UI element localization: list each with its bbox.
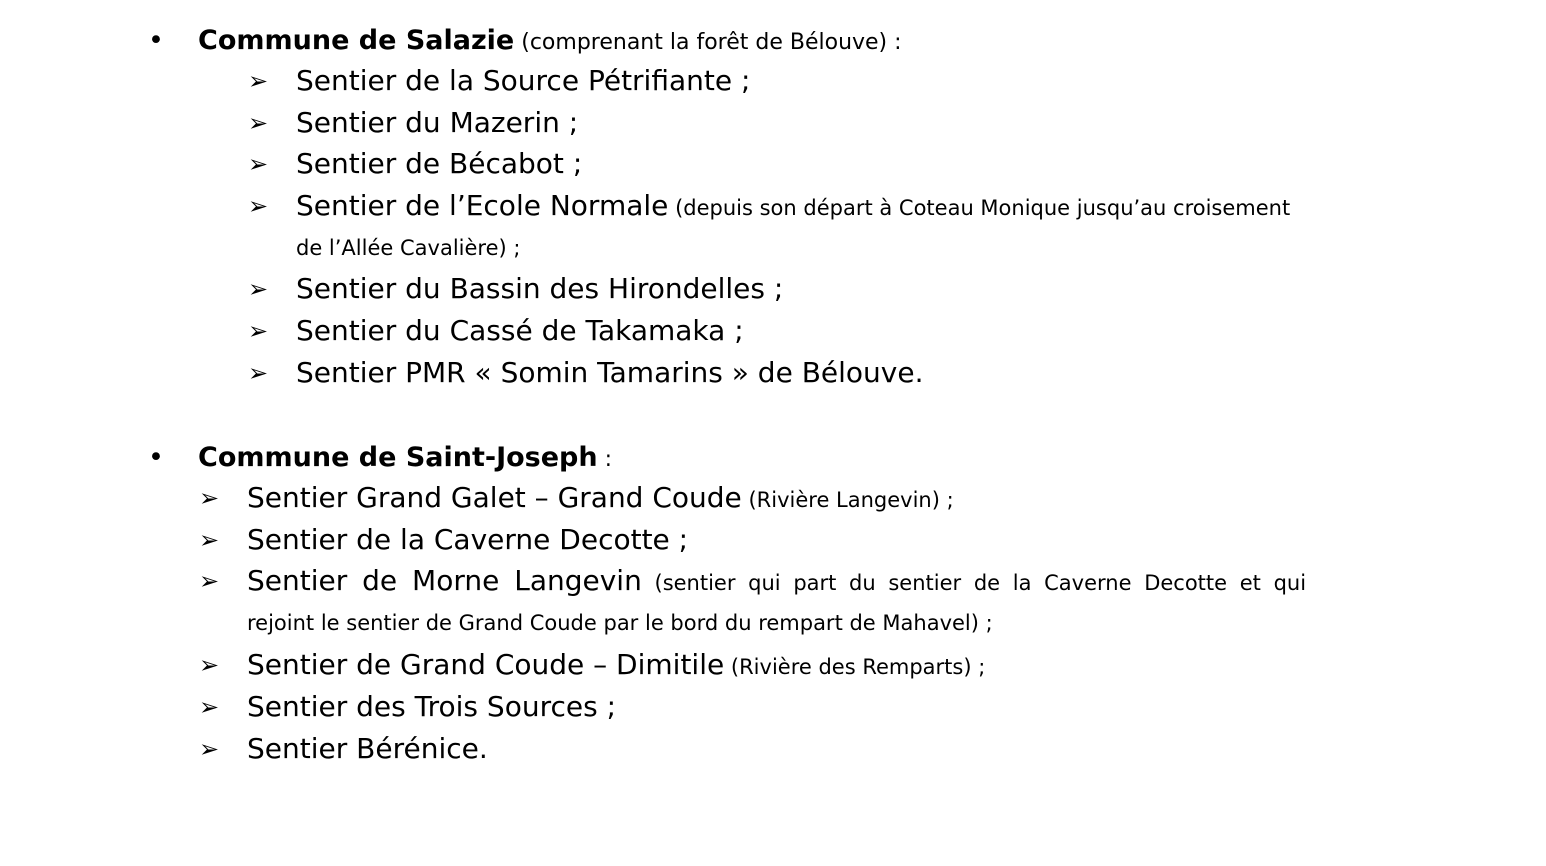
list-item-text: Sentier de la Caverne Decotte ; — [247, 523, 689, 556]
section-title: Commune de Salazie — [198, 25, 515, 56]
list-item-text: Sentier PMR « Somin Tamarins » de Bélouve. — [296, 356, 924, 389]
arrow-bullet-icon: ➢ — [248, 317, 269, 345]
arrow-bullet-icon: ➢ — [248, 109, 269, 137]
list-item-text: Sentier du Cassé de Takamaka ; — [296, 314, 744, 347]
arrow-bullet-icon: ➢ — [199, 484, 220, 512]
list-item-text: Sentier de Grand Coude – Dimitile — [247, 648, 725, 681]
arrow-bullet-icon: ➢ — [199, 693, 220, 721]
list-item-text: Sentier des Trois Sources ; — [247, 690, 617, 723]
list-item-continuation: de l’Allée Cavalière) ; — [296, 236, 521, 260]
arrow-bullet-icon: ➢ — [199, 651, 220, 679]
arrow-bullet-icon: ➢ — [248, 150, 269, 178]
section-note: : — [597, 447, 613, 472]
list-item-text: Sentier Grand Galet – Grand Coude — [247, 481, 742, 514]
arrow-bullet-icon: ➢ — [199, 735, 220, 763]
list-item-text: Sentier de l’Ecole Normale — [296, 189, 669, 222]
list-item-text: Sentier Bérénice. — [247, 732, 488, 765]
list-item-text: Sentier de Morne Langevin — [247, 564, 642, 597]
list-item — [248, 189, 1438, 269]
section-title: Commune de Saint-Joseph — [198, 442, 598, 473]
list-item-continuation: rejoint le sentier de Grand Coude par le bord du rempart de Mahavel) ; — [247, 611, 993, 635]
list-item-note: (sentier qui part du sentier de la Caverne Decotte et qui — [641, 571, 1307, 595]
list-item-text: Sentier de Bécabot ; — [296, 147, 583, 180]
list-item-text: Sentier de la Source Pétrifiante ; — [296, 64, 751, 97]
arrow-bullet-icon: ➢ — [248, 275, 269, 303]
section-note: (comprenant la forêt de Bélouve) : — [514, 30, 902, 55]
bullet-icon: • — [148, 25, 164, 56]
arrow-bullet-icon: ➢ — [199, 567, 220, 595]
arrow-bullet-icon: ➢ — [199, 526, 220, 554]
arrow-bullet-icon: ➢ — [248, 359, 269, 387]
list-item-text: Sentier du Mazerin ; — [296, 106, 579, 139]
arrow-bullet-icon: ➢ — [248, 192, 269, 220]
list-item-note: (depuis son départ à Coteau Monique jusqu’au croisement — [668, 196, 1291, 220]
list-item-note: (Rivière des Remparts) ; — [724, 655, 986, 679]
list-item-note: (Rivière Langevin) ; — [741, 488, 954, 512]
bullet-icon: • — [148, 442, 164, 473]
list-item — [199, 564, 1439, 644]
arrow-bullet-icon: ➢ — [248, 67, 269, 95]
list-item-text: Sentier du Bassin des Hirondelles ; — [296, 272, 784, 305]
